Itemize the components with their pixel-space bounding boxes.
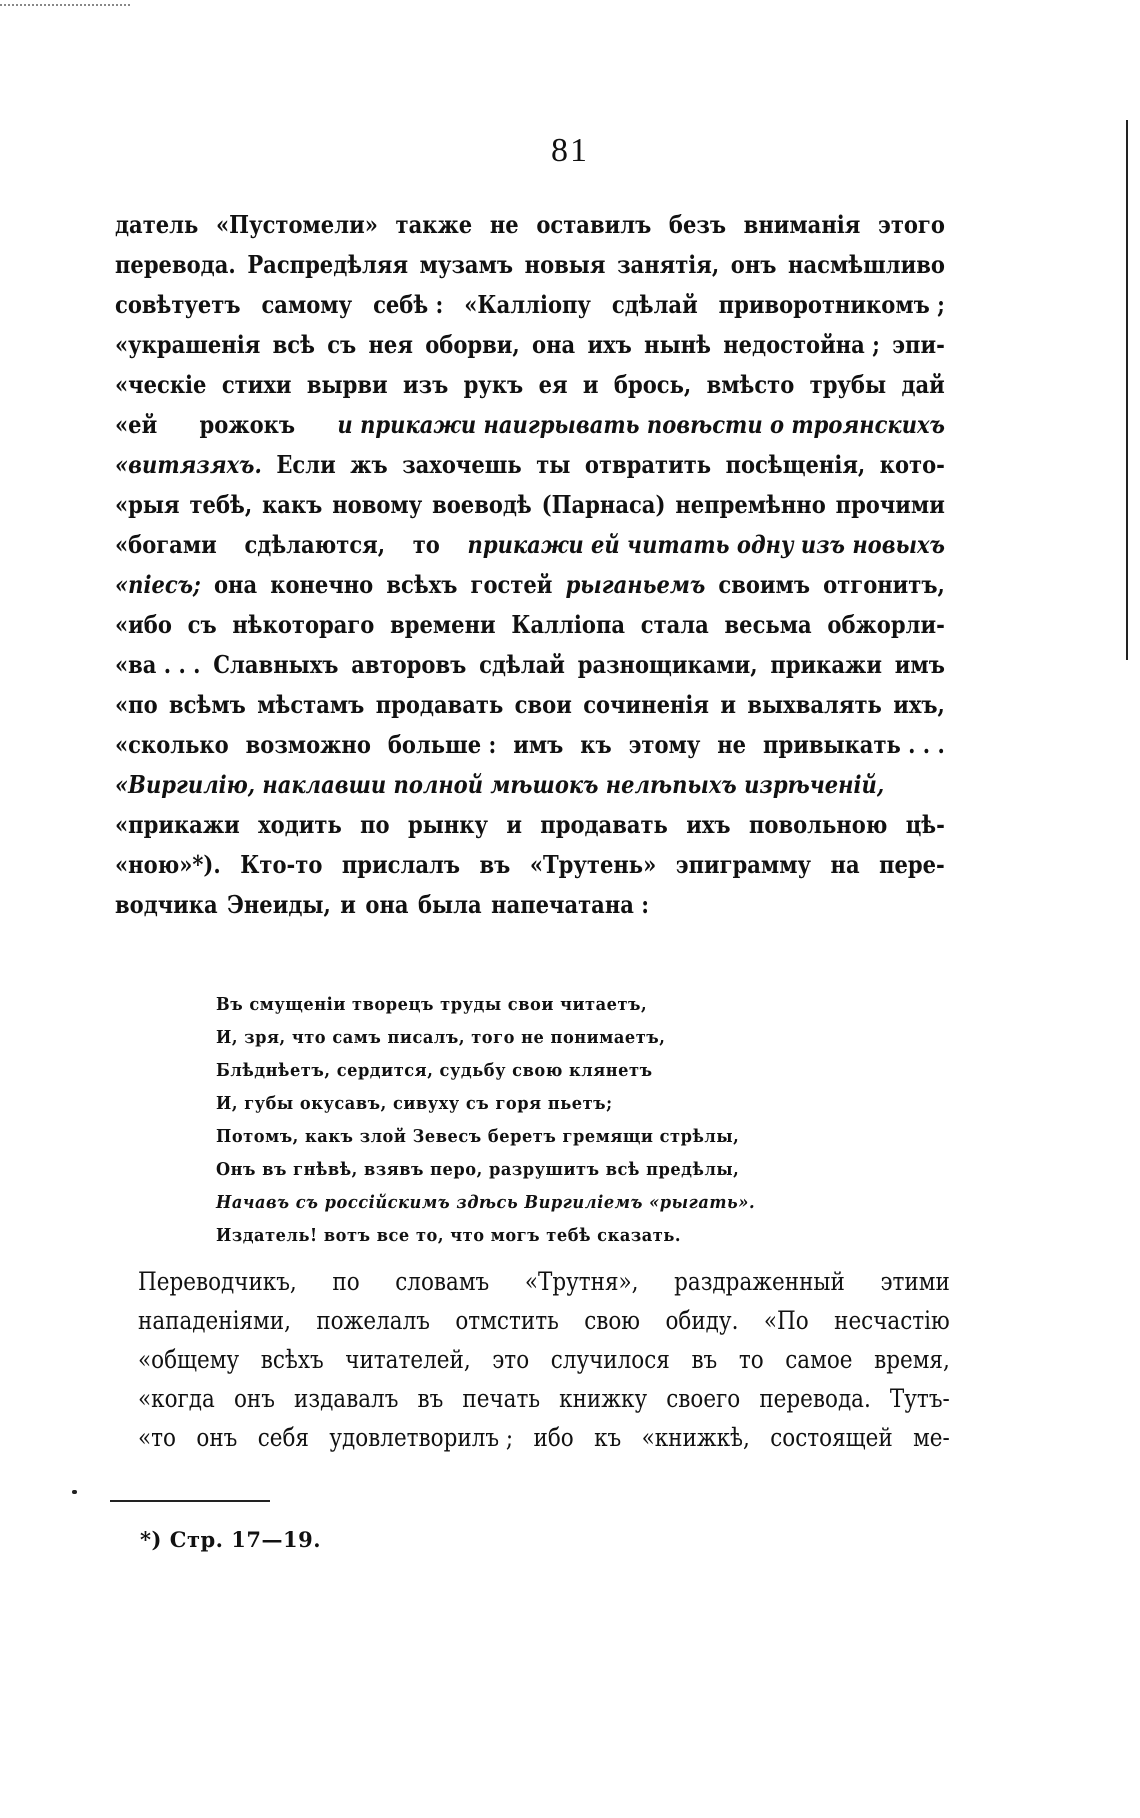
word: и прикажи наигрывать повѣсти о троянскихъ [337,410,945,439]
text-line [115,565,945,605]
word: ихъ, [893,690,945,719]
word: стихи [221,370,292,399]
word: возможно [245,730,371,759]
page-number: 81 [551,132,589,169]
word: повольною [748,810,888,839]
poem-line: Издатель! вотъ все то, что могъ тебѣ сказать. [216,1225,682,1246]
word: по [360,810,390,839]
word: пожелалъ [316,1306,430,1335]
word: Кто-то [240,850,323,879]
word: пере- [879,850,945,879]
text-line [115,605,945,645]
word: прочими [835,490,945,519]
word: «по [115,690,158,719]
word: всѣхъ [260,1345,324,1374]
word: захочешь [402,450,522,479]
word: ме- [913,1423,950,1452]
poem-line: Начавъ съ россійскимъ здѣсь Виргиліемъ «рыгать». [216,1192,756,1213]
word: «піесъ; [115,570,201,599]
word: «когда [138,1384,215,1413]
text-line [115,765,945,805]
word: удовлетворилъ ; [329,1423,514,1452]
word: тебѣ, [189,490,253,519]
word: раздраженный [674,1267,845,1296]
word: всѣмъ [169,690,246,719]
word: себѣ : [373,290,444,319]
word: непремѣнно [675,490,826,519]
word: и [582,370,599,399]
word: оборви, [425,330,520,359]
word: (Парнаса) [541,490,666,519]
text-line [115,245,945,285]
word: «ческіе [115,370,207,399]
word: состоящей [770,1423,893,1452]
text-line [115,845,945,885]
word: цѣ- [905,810,945,839]
word: напечатана : [491,890,650,919]
word: ты [536,450,571,479]
word: всѣхъ [386,570,458,599]
poem-line: Блѣднѣетъ, сердится, судьбу свою клянетъ [216,1060,653,1081]
word: «общему [138,1345,240,1374]
word: Энеиды, [227,890,331,919]
text-line [115,325,945,365]
word: нѣкотораго [232,610,375,639]
word: гостей [470,570,553,599]
word: не [489,210,519,239]
word: перевода. [759,1384,871,1413]
scan-artifact-dashes [0,4,130,8]
word: и [720,690,737,719]
word: сдѣлай [479,650,565,679]
text-line [115,685,945,725]
word: имъ [894,650,945,679]
word: Переводчикъ, [138,1267,297,1296]
word: «ною»*). [115,850,221,879]
word: «ей [115,410,158,439]
word: изъ [403,370,449,399]
word: она [213,570,258,599]
word: посѣщенія, [725,450,866,479]
text-line [115,405,945,445]
word: стала [640,610,709,639]
word: продавать [540,810,668,839]
word: новыя [524,250,606,279]
word: это [492,1345,530,1374]
word: музамъ [419,250,514,279]
word: рожокъ [199,410,296,439]
word: сдѣлай [611,290,698,319]
word: «ва . . . [115,650,201,679]
word: имъ [513,730,564,759]
word: была [417,890,482,919]
word: «книжкѣ, [641,1423,750,1452]
word: «то [138,1423,177,1452]
word: время, [874,1345,950,1374]
word: въ [479,850,511,879]
word: свою [584,1306,641,1335]
word: ихъ [686,810,731,839]
word: Распредѣляя [247,250,409,279]
word: Тутъ- [889,1384,950,1413]
word: рукъ [463,370,524,399]
word: конечно [270,570,374,599]
word: нападеніями, [138,1306,291,1335]
word: въ [417,1384,444,1413]
word: самое [785,1345,853,1374]
poem-line: И, губы окусавъ, сивуху съ горя пьетъ; [216,1093,613,1114]
word: отвратить [584,450,712,479]
word: къ [594,1423,622,1452]
word: этого [877,210,945,239]
word: она [532,330,576,359]
word: «прикажи [115,810,240,839]
word: книжку [559,1384,648,1413]
word: «Калліопу [464,290,591,319]
word: себя [257,1423,309,1452]
word: водчика [115,890,218,919]
text-line [138,1262,950,1301]
text-line [138,1418,950,1457]
word: ибо [533,1423,574,1452]
word: кото- [879,450,945,479]
word: читателей, [345,1345,471,1374]
word: рынку [407,810,488,839]
poem-line: И, зря, что самъ писалъ, того не понимаетъ, [216,1027,666,1048]
word: трубы [809,370,887,399]
text-line [115,645,945,685]
word: рыганьемъ [565,570,706,599]
word: прикажи ей читать одну изъ новыхъ [467,530,945,559]
word: вниманія [743,210,861,239]
word: словамъ [395,1267,490,1296]
word: несчастію [834,1306,950,1335]
word: сочиненія [583,690,709,719]
word: нынѣ [644,330,711,359]
word: прислалъ [341,850,461,879]
word: своимъ [718,570,811,599]
word: она [365,890,409,919]
word: съ [327,330,357,359]
margin-mark [72,1490,77,1494]
word: «ибо [115,610,172,639]
word: вырви [306,370,388,399]
word: «рыя [115,490,180,519]
word: не [717,730,747,759]
text-line [115,525,945,565]
paragraph-second [138,1262,950,1457]
page-edge-rule [1126,120,1128,660]
word: нея [368,330,413,359]
word: весьма [724,610,812,639]
word: продавать [375,690,504,719]
word: эпи- [892,330,945,359]
text-line [115,445,945,485]
text-line [115,805,945,845]
word: ходить [258,810,342,839]
word: Калліопа [511,610,626,639]
word: къ [580,730,612,759]
word: отмстить [455,1306,559,1335]
footnote-rule [110,1500,270,1502]
word: также [395,210,473,239]
word: ея [538,370,568,399]
word: «Виргилію, наклавши полной мѣшокъ нелѣпыхъ изрѣченій, [115,770,885,799]
word: по [332,1267,360,1296]
word: жъ [350,450,388,479]
word: отгонитъ, [823,570,945,599]
word: недостойна ; [723,330,880,359]
poem-line: Онъ въ гнѣвѣ, взявъ перо, разрушитъ всѣ предѣлы, [216,1159,740,1180]
word: «Пустомели» [216,210,378,239]
word: новому [332,490,423,519]
word: времени [390,610,496,639]
paragraph-main [115,205,945,925]
word: на [830,850,860,879]
word: оставилъ [536,210,652,239]
word: «По [763,1306,809,1335]
word: «украшенія [115,330,261,359]
text-line [138,1379,950,1418]
word: больше : [387,730,497,759]
text-line [115,205,945,245]
word: воеводѣ [432,490,532,519]
word: «Трутень» [529,850,657,879]
word: онъ [730,250,777,279]
word: онъ [196,1423,238,1452]
poem-line: Потомъ, какъ злой Зевесъ беретъ гремящи стрѣлы, [216,1126,740,1147]
word: вмѣсто [706,370,795,399]
word: обиду. [665,1306,739,1335]
text-line [115,365,945,405]
word: печать [462,1384,541,1413]
word: «Трутня», [524,1267,639,1296]
word: прикажи [770,650,882,679]
word: привыкать . . . [763,730,945,759]
word: мѣстамъ [257,690,365,719]
word: занятія, [617,250,720,279]
word: безъ [668,210,726,239]
word: издавалъ [294,1384,399,1413]
word: то [738,1345,764,1374]
word: Славныхъ [213,650,339,679]
word: совѣтуетъ [115,290,241,319]
epigram-poem [216,988,856,1252]
word: Если [276,450,336,479]
word: авторовъ [351,650,467,679]
word: какъ [262,490,323,519]
word: приворотникомъ ; [718,290,945,319]
word: онъ [233,1384,275,1413]
word: своего [666,1384,741,1413]
word: самому [261,290,353,319]
word: эпиграмму [675,850,812,879]
word: съ [187,610,217,639]
word: разнощиками, [577,650,758,679]
word: свои [514,690,572,719]
word: перевода. [115,250,236,279]
word: обжорли- [827,610,945,639]
word: брось, [613,370,692,399]
word: случилося [550,1345,670,1374]
word: въ [691,1345,718,1374]
word: и [506,810,522,839]
word: этими [880,1267,950,1296]
word: дай [901,370,945,399]
text-line [115,725,945,765]
word: этому [628,730,701,759]
text-line [115,885,945,925]
word: «сколько [115,730,229,759]
footnote: *) Стр. 17—19. [140,1527,322,1552]
word: и [340,890,356,919]
text-line [115,285,945,325]
text-line [138,1301,950,1340]
word: выхвалять [747,690,882,719]
word: то [412,530,440,559]
text-line [115,485,945,525]
word: насмѣшливо [788,250,945,279]
poem-line: Въ смущеніи творецъ труды свои читаетъ, [216,994,648,1015]
word: сдѣлаются, [244,530,386,559]
word: ихъ [587,330,632,359]
word: «витязяхъ. [115,450,262,479]
word: всѣ [272,330,315,359]
text-line [138,1340,950,1379]
word: «богами [115,530,217,559]
word: датель [115,210,199,239]
